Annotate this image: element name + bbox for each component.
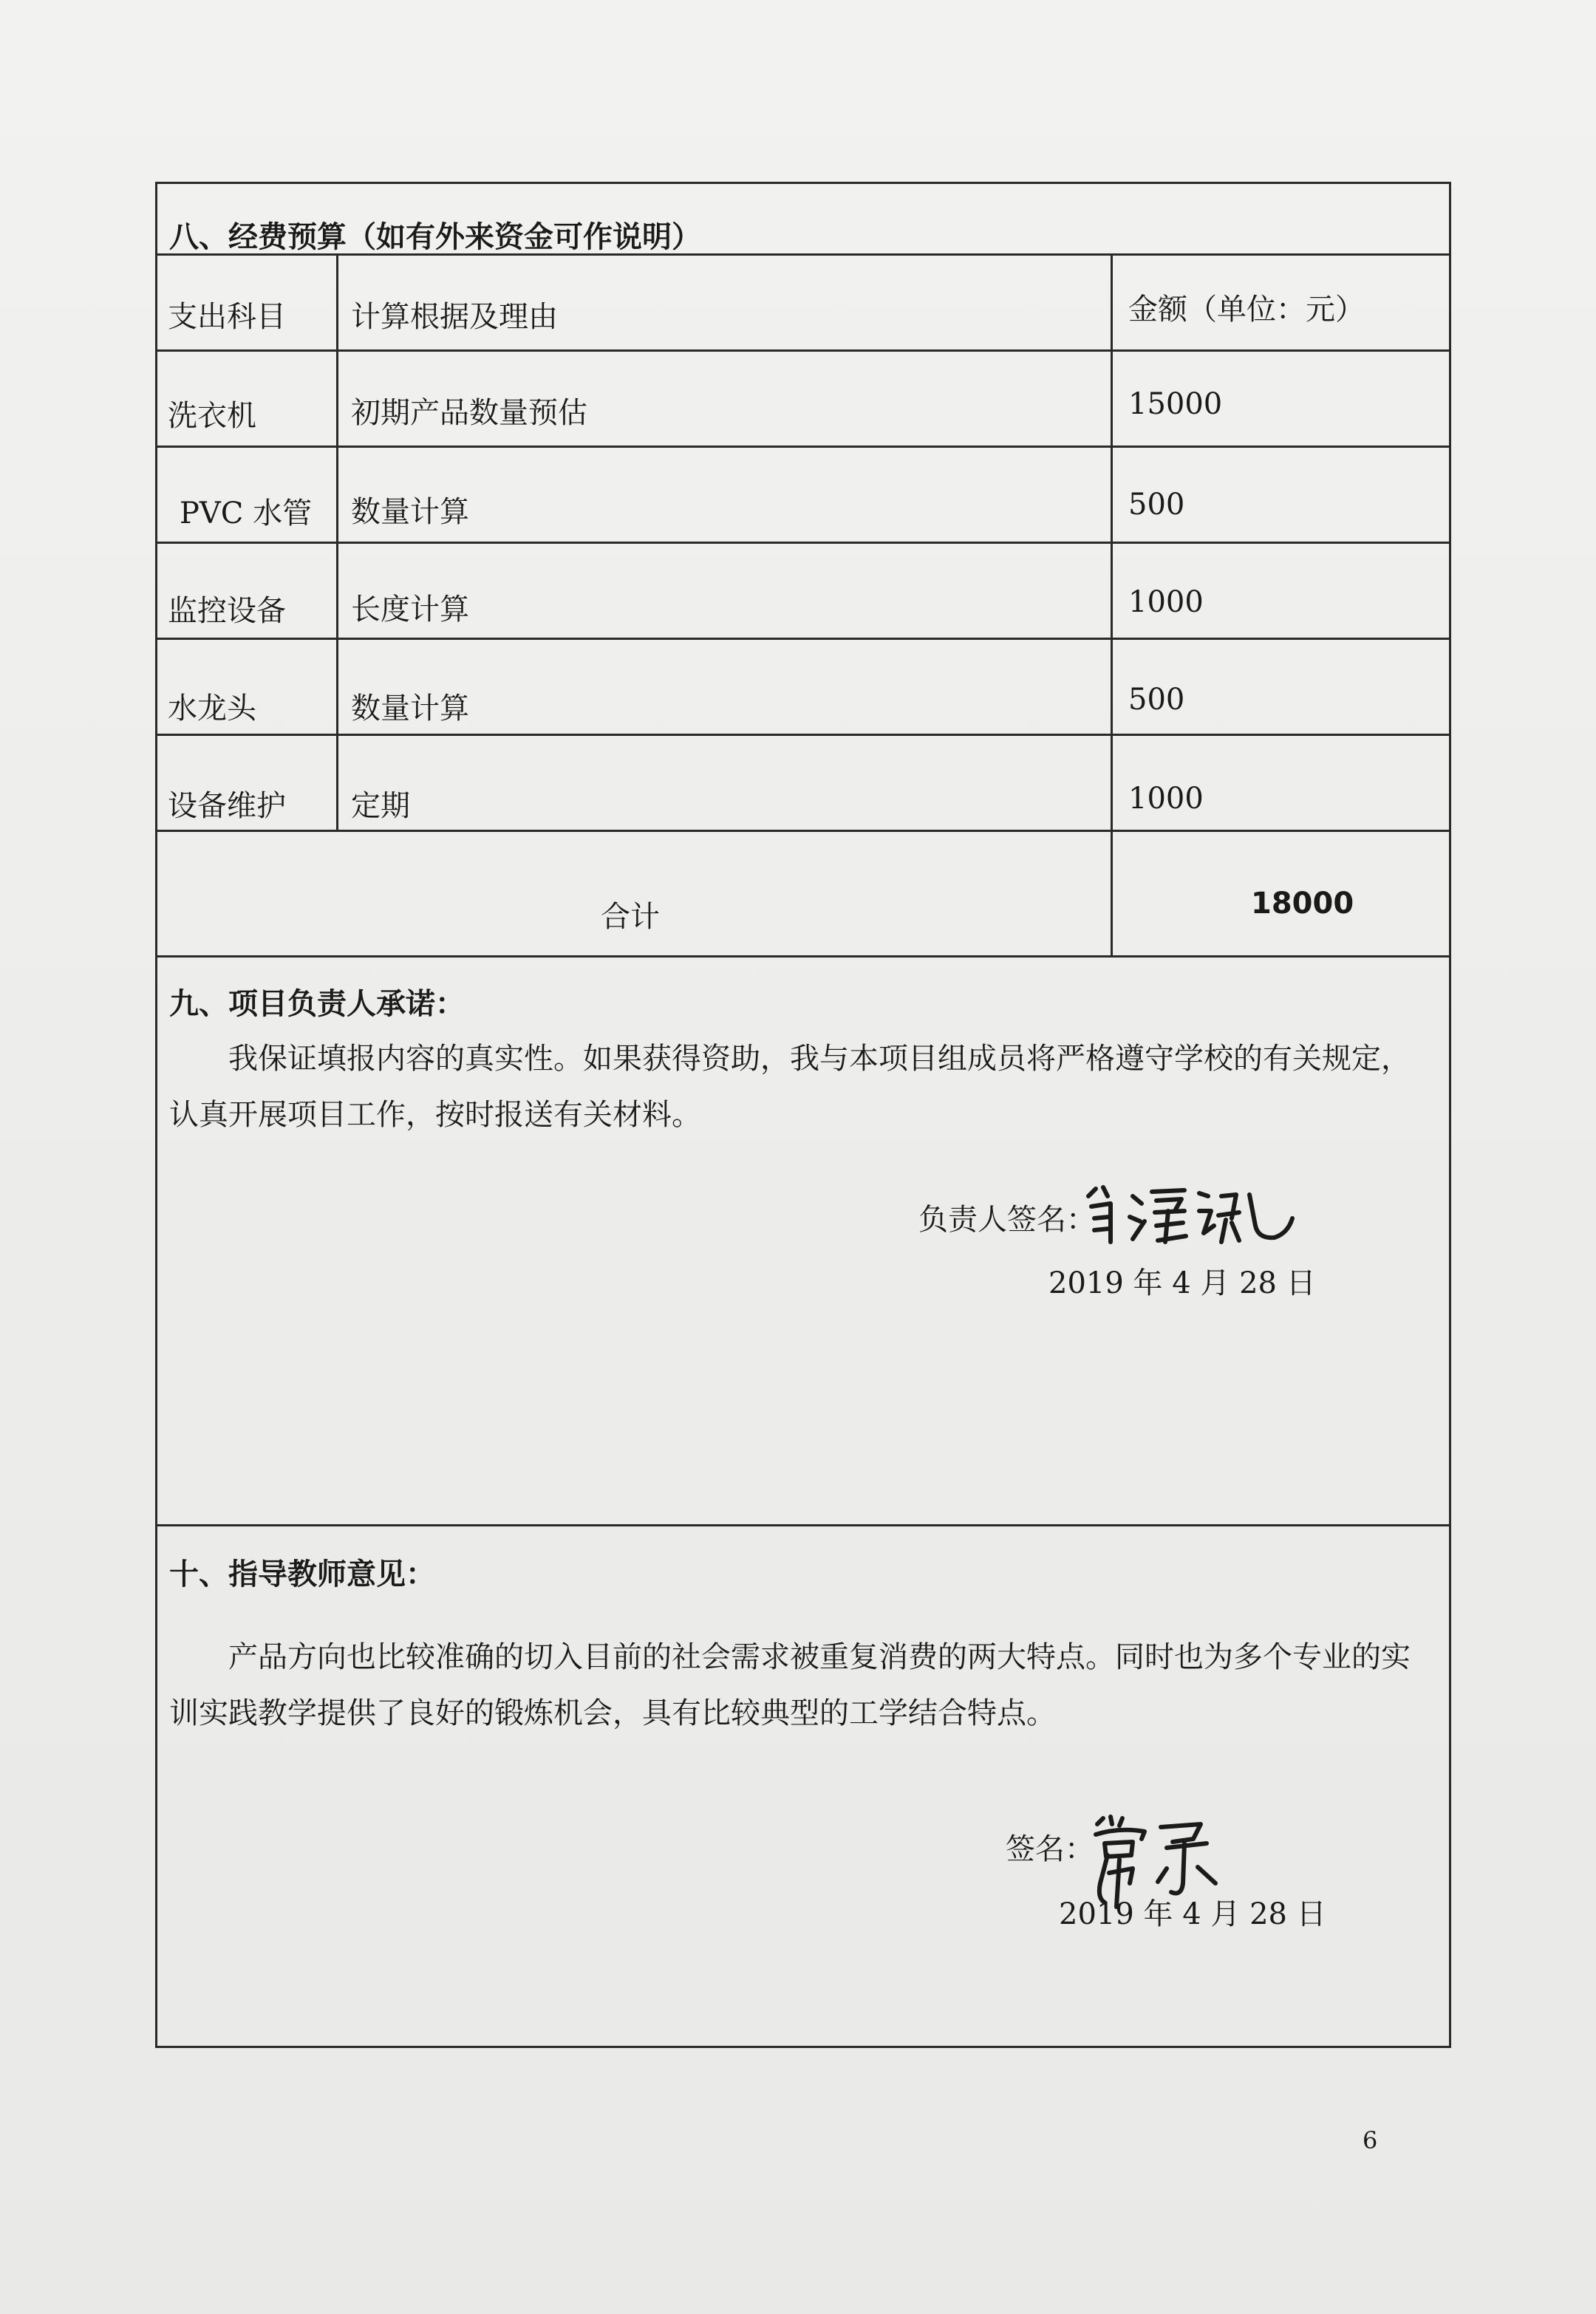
table-line: [157, 446, 1449, 448]
header-amount: 金额（单位：元）: [1128, 293, 1365, 327]
table-line: [157, 253, 1449, 256]
total-label: 合计: [601, 900, 660, 934]
section10-date: 2019 年 4 月 28 日: [1059, 1897, 1326, 1931]
section10-title: 十、指导教师意见：: [169, 1557, 435, 1591]
section9-date: 2019 年 4 月 28 日: [1048, 1266, 1316, 1300]
row-basis: 长度计算: [351, 593, 469, 627]
row-item: 洗衣机: [168, 399, 256, 433]
signature-handwritten: [1081, 1174, 1303, 1248]
row-item: 水龙头: [168, 692, 256, 726]
row-basis: 数量计算: [351, 495, 469, 529]
row-basis: 数量计算: [351, 692, 469, 726]
row-amount: 1000: [1128, 782, 1204, 816]
row-item: 设备维护: [168, 789, 286, 823]
table-line: [157, 542, 1449, 544]
table-line: [157, 734, 1449, 736]
section10-signature-label: 签名：: [1006, 1832, 1094, 1866]
section9-body: 我保证填报内容的真实性。如果获得资助，我与本项目组成员将严格遵守学校的有关规定，认真开展项目工作，按时报送有关材料。: [169, 1042, 1411, 1132]
section10-body: 产品方向也比较准确的切入目前的社会需求被重复消费的两大特点。同时也为多个专业的实训实践教学提供了良好的锻炼机会，具有比较典型的工学结合特点。: [169, 1640, 1411, 1730]
table-line: [157, 830, 1449, 832]
table-line: [336, 253, 338, 830]
section9-signature-label: 负责人签名：: [918, 1203, 1096, 1237]
row-amount: 500: [1128, 683, 1185, 717]
section8-title: 八、经费预算（如有外来资金可作说明）: [169, 220, 701, 254]
table-line: [1111, 253, 1113, 955]
section9-title: 九、项目负责人承诺：: [169, 987, 465, 1021]
header-item: 支出科目: [168, 300, 286, 334]
page-number: 6: [1363, 2126, 1378, 2154]
section-divider: [157, 1524, 1449, 1526]
row-amount: 500: [1128, 488, 1185, 522]
table-line: [157, 349, 1449, 352]
total-value: 18000: [1251, 887, 1354, 921]
row-item: 监控设备: [168, 594, 286, 628]
table-line: [157, 638, 1449, 640]
table-line: [157, 955, 1449, 958]
row-basis: 定期: [351, 789, 410, 823]
row-item: PVC 水管: [180, 496, 313, 530]
form-frame: [155, 182, 1451, 2048]
row-basis: 初期产品数量预估: [351, 396, 587, 430]
row-amount: 1000: [1128, 585, 1204, 619]
header-basis: 计算根据及理由: [351, 300, 558, 334]
row-amount: 15000: [1128, 387, 1223, 421]
